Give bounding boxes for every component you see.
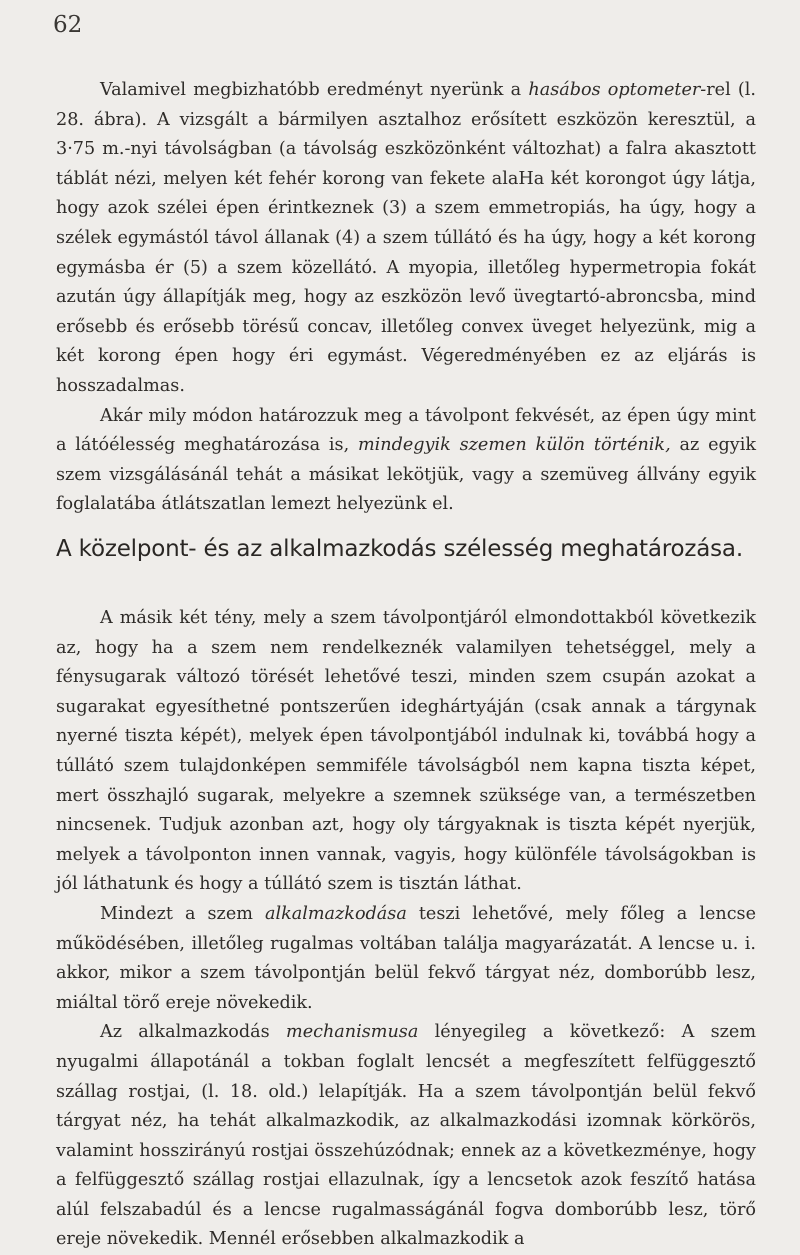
paragraph: Mindezt a szem alkalmazkodása teszi lehetővé, mely főleg a lencse működésében, illetőleg rugalmas voltában találja magyarázatát. A lencse u. i. akkor, mikor a szem távolpontján belül fekvő tárgyat néz, domborúbb lesz, miáltal törő ereje növekedik. xyxy=(56,903,756,1013)
text-block-intro xyxy=(56,76,756,520)
paragraph: A másik két tény, mely a szem távolpontjáról elmondottakból következik az, hogy ha a szem nem rendelkeznék valamilyen tehetséggel, mely a fénysugarak változó törését lehetővé teszi, minden szem csupán azokat a sugarakat egyesíthetné pontszerűen ideghártyáján (csak annak a tárgynak nyerné tiszta képét), melyek épen távolpontjából indulnak ki, továbbá hogy a túllátó szem tulajdonképen semmiféle távolságból nem kapna tiszta képet, mert összhajló sugarak, melyekre a szemnek szüksége van, a természetben nincsenek. Tudjuk azonban azt, hogy oly tárgyaknak is tiszta képét nyerjük, melyek a távolponton innen vannak, vagyis, hogy különféle távolságokban is jól láthatunk és hogy a túllátó szem is tisztán láthat. xyxy=(56,608,756,895)
italic-emphasis: mechanismusa xyxy=(286,1022,419,1043)
paragraph: Az alkalmazkodás mechanismusa lényegileg a következő: A szem nyugalmi állapotánál a tokban foglalt lencsét a megfeszített felfüggesztő szállag rostjai, (l. 18. old.) lelapítják. Ha a szem távolpontján belül fekvő tárgyat néz, ha tehát alkalmazkodik, az alkalmazkodási izomnak körkörös, valamint hosszirányú rostjai összehúzódnak; ennek az a következménye, hogy a felfüggesztő szállag rostjai ellazulnak, így a lencsetok azok feszítő hatása alúl felszabadúl és a lencse rugalmasságánál fogva domborúbb lesz, törő ereje növekedik. Mennél erősebben alkalmazkodik a xyxy=(56,1022,757,1250)
section-heading: A közelpont- és az alkalmazkodás szélesség meghatározása. xyxy=(56,536,743,562)
italic-emphasis: mindegyik szemen külön történik, xyxy=(357,435,671,456)
italic-emphasis: alkalmazkodása xyxy=(264,903,407,924)
paragraph: Valamivel megbizhatóbb eredményt nyerünk a hasábos optometer-rel (l. 28. ábra). A vizsgált a bármilyen asztalhoz erősített eszközön keresztül, a 3·75 m.-nyi távolságban (a távolság eszközönként változhat) a falra akasztott táblát nézi, melyen két fehér korong van fekete alaHa két korongot úgy látja, hogy azok szélei épen érintkeznek (3) a szem emmetropiás, ha úgy, hogy a szélek egymástól távol állanak (4) a szem túllátó és ha úgy, hogy a két korong egymásba ér (5) a szem közellátó. A myopia, illetőleg hypermetropia fokát azután úgy állapítják meg, hogy az eszközön levő üvegtartó-abroncsba, mind erősebb és erősebb törésű concav, illetőleg convex üveget helyezünk, mig a két korong épen hogy éri egymást. Végeredményében ez az eljárás is hosszadalmas. xyxy=(56,80,757,396)
page-number: 62 xyxy=(53,12,83,38)
text-block-section xyxy=(56,604,756,1255)
paragraph: Akár mily módon határozzuk meg a távolpont fekvését, az épen úgy mint a látóélesség meghatározása is, mindegyik szemen külön történik, az egyik szem vizsgálásánál tehát a másikat lekötjük, vagy a szemüveg állvány egyik foglalatába átlátszatlan lemezt helyezünk el. xyxy=(56,405,756,515)
italic-emphasis: hasábos optometer- xyxy=(528,80,707,100)
